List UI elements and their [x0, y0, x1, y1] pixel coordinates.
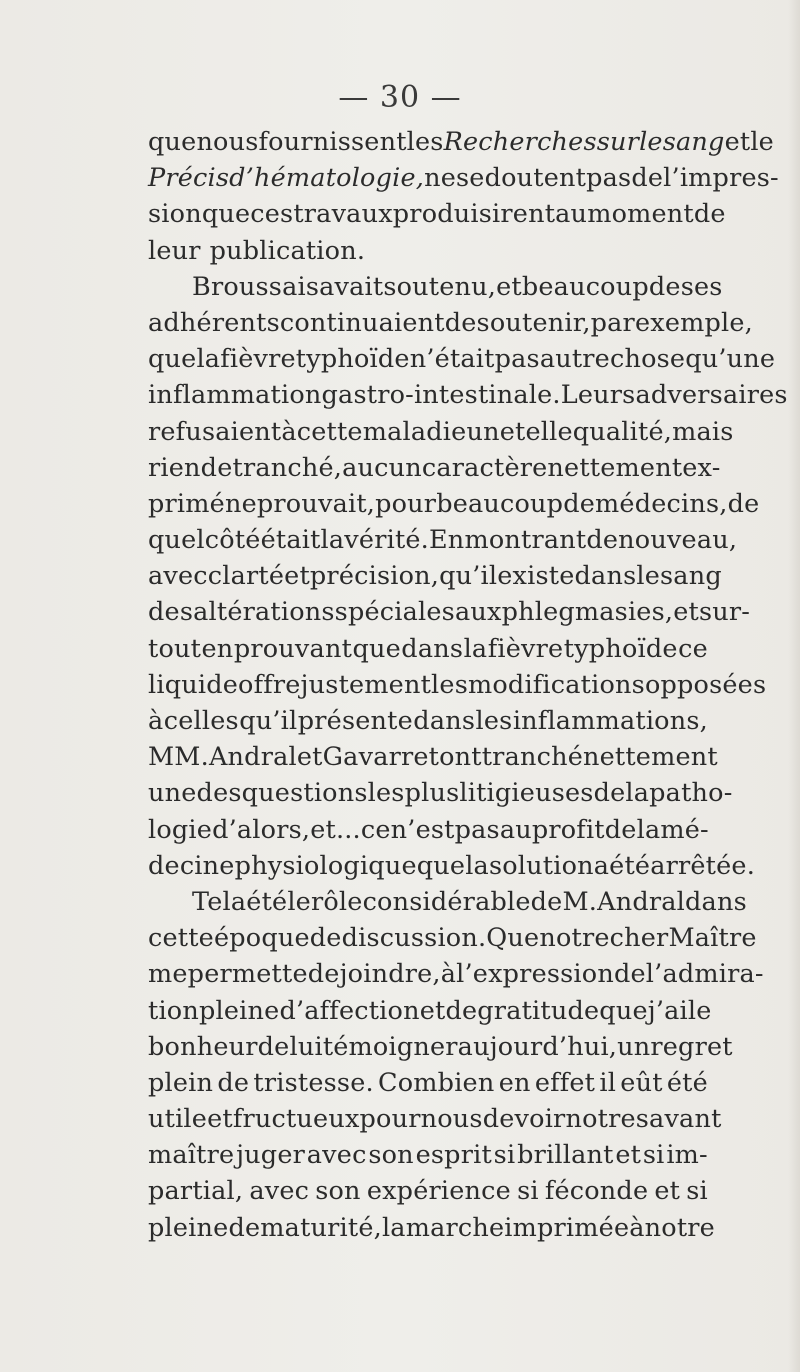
word: im- [666, 1140, 708, 1171]
word: en [201, 633, 234, 664]
word: les [475, 706, 513, 736]
word: sang [660, 561, 722, 592]
word: que [599, 995, 648, 1026]
word: clarté [207, 561, 285, 592]
word: les [367, 778, 405, 809]
word: sur- [698, 597, 751, 628]
word: fournissent [258, 127, 407, 157]
word: Que [486, 923, 540, 954]
word: des [148, 597, 194, 628]
word: les [431, 669, 468, 700]
word: une [466, 416, 515, 447]
word: son [368, 1140, 414, 1171]
word: cette [296, 416, 363, 447]
word: pour [359, 1104, 421, 1135]
word: de [445, 995, 478, 1026]
text-line [148, 1137, 708, 1173]
word: sang [662, 127, 725, 157]
word: pleine [198, 995, 280, 1026]
word: cher [609, 923, 669, 954]
word: aujourd’hui, [457, 1031, 618, 1062]
word: existe [497, 561, 575, 592]
word: spéciales [334, 597, 455, 628]
word: fructueux [232, 1104, 360, 1135]
word: maladie [362, 416, 467, 447]
word: pleine [148, 1212, 229, 1243]
word: que [148, 127, 197, 157]
word: partial, [148, 1176, 244, 1207]
text-line [148, 812, 708, 848]
word: beaucoup [436, 488, 564, 519]
word: permette [187, 959, 308, 990]
word: offre [238, 669, 301, 700]
text-line [148, 1210, 715, 1246]
word: qu’une [685, 344, 776, 375]
word: pas [454, 814, 500, 845]
text-line [148, 124, 774, 160]
word: se [456, 163, 485, 194]
word: le [639, 127, 663, 157]
word: qu’il [439, 561, 498, 592]
word: et [654, 1176, 681, 1207]
word: notre [539, 923, 610, 954]
word: que [201, 199, 251, 230]
word: époque [213, 923, 310, 954]
word: tristesse. [253, 1067, 374, 1098]
word: modifications [467, 669, 645, 700]
word: mé- [660, 814, 709, 845]
word: exemple, [634, 307, 753, 338]
word: dans [574, 561, 637, 592]
word: la [465, 850, 489, 881]
word: esprit [415, 1140, 492, 1171]
word: inflammations, [512, 706, 708, 736]
word: été [609, 850, 651, 881]
word: Andral [597, 886, 686, 917]
text-line [148, 775, 733, 811]
word: fièvre [487, 633, 564, 664]
word: nous [420, 1104, 483, 1135]
word: M. [562, 886, 598, 917]
word: tion [148, 995, 199, 1026]
word: la [625, 778, 650, 809]
word: avec [249, 1176, 310, 1207]
word: gastro-intestinale. [321, 380, 561, 411]
word: ne [224, 488, 257, 519]
word: rôle [310, 886, 363, 917]
page-edge-shadow [788, 0, 800, 1372]
text-line [148, 305, 753, 341]
word: phlegmasies, [501, 597, 674, 628]
text-line [148, 884, 747, 920]
word: adhérents [148, 307, 280, 338]
word: profit [531, 814, 605, 845]
word: moment [587, 199, 694, 230]
word: et [673, 597, 699, 628]
word: nettement [547, 452, 683, 483]
word: qualité, [572, 416, 673, 447]
word: lui [289, 1031, 323, 1062]
word: la [196, 344, 221, 375]
word: En [428, 525, 465, 556]
word: typhoïde [563, 633, 678, 664]
word: l’expression [456, 959, 614, 990]
text-line [148, 233, 708, 269]
word: et [296, 742, 323, 773]
word: et [496, 271, 522, 302]
word: témoigner [322, 1031, 458, 1062]
word: adversaires [635, 380, 788, 411]
word: tranché, [232, 452, 343, 483]
word: physiologique [234, 850, 417, 881]
word: brillant [517, 1140, 614, 1171]
word: si [517, 1176, 539, 1207]
word: précision, [309, 561, 440, 592]
word: et [419, 995, 446, 1026]
word: à [281, 416, 297, 447]
text-line [148, 594, 751, 630]
word: à [440, 959, 457, 990]
word: dans [401, 633, 464, 664]
word: refusaient [148, 416, 282, 447]
word: que [416, 850, 466, 881]
word: des [196, 778, 242, 809]
word: effet [534, 1067, 596, 1098]
word: n’est [390, 814, 455, 845]
word: plus [404, 778, 460, 809]
word: de [693, 199, 726, 230]
word: savant [635, 1104, 722, 1135]
text-line [148, 414, 734, 450]
text-line [148, 631, 708, 667]
word: Gavarret [322, 742, 440, 773]
word: utile [148, 1104, 208, 1135]
word: pas [494, 344, 540, 375]
word: vérité. [344, 525, 429, 556]
text-line [148, 558, 722, 594]
word: altérations [193, 597, 335, 628]
word: pour [375, 488, 437, 519]
word: une [148, 778, 197, 809]
word: ce [678, 633, 708, 664]
word: Précis [148, 163, 230, 194]
word: de [307, 959, 340, 990]
text-line [148, 848, 755, 884]
word: qu’il [239, 706, 298, 736]
word: notre [565, 1104, 636, 1135]
word: de [482, 1104, 515, 1135]
word: d’affection [279, 995, 420, 1026]
word: de [217, 1067, 250, 1098]
word: le [750, 127, 774, 157]
word: à [629, 1212, 645, 1243]
text-line [148, 341, 776, 377]
word: discussion. [341, 923, 487, 954]
text-line [148, 377, 788, 413]
body-text [148, 124, 788, 1246]
word: la [636, 814, 661, 845]
text-line [148, 269, 723, 305]
word: le [636, 561, 661, 592]
word: produisirent [392, 199, 556, 230]
word: ex- [682, 452, 721, 483]
word: j’ai [647, 995, 688, 1026]
word: de [631, 163, 664, 194]
word: le [687, 995, 712, 1026]
word: ce [360, 814, 391, 845]
word: avec [148, 561, 208, 592]
text-line [148, 667, 767, 703]
word: me [148, 959, 188, 990]
word: nouveau, [618, 525, 738, 556]
word: avait [319, 271, 384, 302]
word: et... [310, 814, 361, 845]
word: les [406, 127, 444, 157]
text-line [148, 1173, 708, 1209]
word: si [642, 1140, 665, 1171]
word: à [148, 706, 164, 736]
word: d’hématologie, [229, 163, 425, 194]
text-line [148, 522, 738, 558]
word: présente [297, 706, 413, 736]
word: travaux [293, 199, 393, 230]
word: liquide [148, 669, 239, 700]
text-line [148, 1029, 733, 1065]
word: si [686, 1176, 708, 1207]
word: aux [454, 597, 502, 628]
word: le [287, 886, 311, 917]
word: Combien [378, 1067, 495, 1098]
word: primé [148, 488, 225, 519]
word: et [207, 1104, 233, 1135]
word: chose [609, 344, 686, 375]
word: de [563, 488, 596, 519]
word: n’était [409, 344, 495, 375]
word: cette [148, 923, 214, 954]
word: si [493, 1140, 516, 1171]
word: de [586, 525, 619, 556]
word: était [260, 525, 321, 556]
word: Tel [192, 886, 231, 917]
text-line [148, 703, 708, 739]
word: été [246, 886, 288, 917]
word: et [284, 561, 310, 592]
word: Recherches [443, 127, 597, 157]
word: questions [241, 778, 368, 809]
word: de [228, 1212, 261, 1243]
word: quel [148, 525, 205, 556]
word: prouvant [233, 633, 353, 664]
word: au [499, 814, 532, 845]
word: la [381, 1212, 406, 1243]
word: de [648, 271, 681, 302]
word: un [617, 1031, 651, 1062]
word: leur [148, 235, 201, 266]
word: son [315, 1176, 361, 1207]
word: marche [405, 1212, 505, 1243]
text-line [148, 920, 757, 956]
word: autre [539, 344, 610, 375]
word: voir [514, 1104, 566, 1135]
word: dans [685, 886, 747, 917]
word: decine [148, 850, 235, 881]
word: plein [148, 1067, 214, 1098]
text-line [148, 956, 764, 992]
word: mais [672, 416, 734, 447]
word: que [148, 344, 197, 375]
word: litigieuses [459, 778, 594, 809]
word: ont [439, 742, 482, 773]
word: l’impres- [663, 163, 779, 194]
word: a [593, 850, 610, 881]
word: Broussais [192, 271, 320, 302]
word: de [593, 778, 626, 809]
text-line [148, 486, 760, 522]
word: a [230, 886, 247, 917]
word: fièvre [220, 344, 296, 375]
word: telle [515, 416, 573, 447]
word: de [309, 923, 342, 954]
word: sion [148, 199, 202, 230]
word: nous [196, 127, 259, 157]
word: joindre, [339, 959, 441, 990]
text-line [148, 739, 718, 775]
word: Maître [668, 923, 757, 954]
word: gratitude [477, 995, 600, 1026]
word: rien [148, 452, 201, 483]
word: été [666, 1067, 708, 1098]
word: montrant [464, 525, 587, 556]
word: justement [300, 669, 432, 700]
word: arrêtée. [650, 850, 755, 881]
word: la [463, 633, 488, 664]
word: et [724, 127, 751, 157]
word: de [530, 886, 563, 917]
word: expérience [366, 1176, 511, 1207]
word: ces [250, 199, 294, 230]
text-line [148, 160, 779, 196]
word: d’alors, [212, 814, 311, 845]
word: ses [680, 271, 723, 302]
word: de [257, 1031, 290, 1062]
word: l’admira- [645, 959, 764, 990]
word: au [555, 199, 588, 230]
word: côté [204, 525, 261, 556]
word: patho- [649, 778, 733, 809]
text-line [148, 450, 721, 486]
word: prouvait, [256, 488, 376, 519]
word: que [352, 633, 401, 664]
word: juger [236, 1140, 305, 1171]
word: de [444, 307, 477, 338]
word: solution [488, 850, 594, 881]
word: doutent [484, 163, 587, 194]
word: maître [148, 1140, 235, 1171]
word: logie [148, 814, 213, 845]
word: celles [163, 706, 239, 736]
word: de [200, 452, 233, 483]
word: de [613, 959, 646, 990]
word: soutenir, [476, 307, 591, 338]
word: tout [148, 633, 202, 664]
word: Andral [208, 742, 297, 773]
word: soutenu, [383, 271, 497, 302]
word: MM. [148, 742, 209, 773]
word: aucun [342, 452, 422, 483]
word: avec [306, 1140, 367, 1171]
word: médecins, [595, 488, 728, 519]
word: typhoïde [295, 344, 410, 375]
word: nettement [583, 742, 718, 773]
word: de [604, 814, 637, 845]
word: considérable [362, 886, 531, 917]
word: Leurs [560, 380, 636, 411]
word: féconde [544, 1176, 649, 1207]
page-number: — 30 — [338, 80, 462, 115]
word: pas [586, 163, 632, 194]
word: caractère [421, 452, 548, 483]
word: publication. [209, 235, 366, 266]
text-line [148, 1101, 722, 1137]
text-line [148, 196, 726, 232]
text-line [148, 993, 712, 1029]
word: regret [650, 1031, 733, 1062]
word: maturité, [260, 1212, 382, 1243]
word: et [615, 1140, 642, 1171]
word: opposées [644, 669, 767, 700]
word: ne [424, 163, 457, 194]
word: en [498, 1067, 531, 1098]
word: la [320, 525, 345, 556]
word: il [599, 1067, 617, 1098]
word: bonheur [148, 1031, 258, 1062]
word: sur [596, 127, 640, 157]
word: dans [413, 706, 476, 736]
word: continuaient [279, 307, 445, 338]
word: de [727, 488, 760, 519]
word: par [590, 307, 635, 338]
word: tranché [481, 742, 583, 773]
text-line [148, 1065, 708, 1101]
word: notre [644, 1212, 715, 1243]
word: inflammation [148, 380, 322, 411]
word: beaucoup [521, 271, 649, 302]
word: eût [620, 1067, 663, 1098]
word: imprimée [504, 1212, 630, 1243]
